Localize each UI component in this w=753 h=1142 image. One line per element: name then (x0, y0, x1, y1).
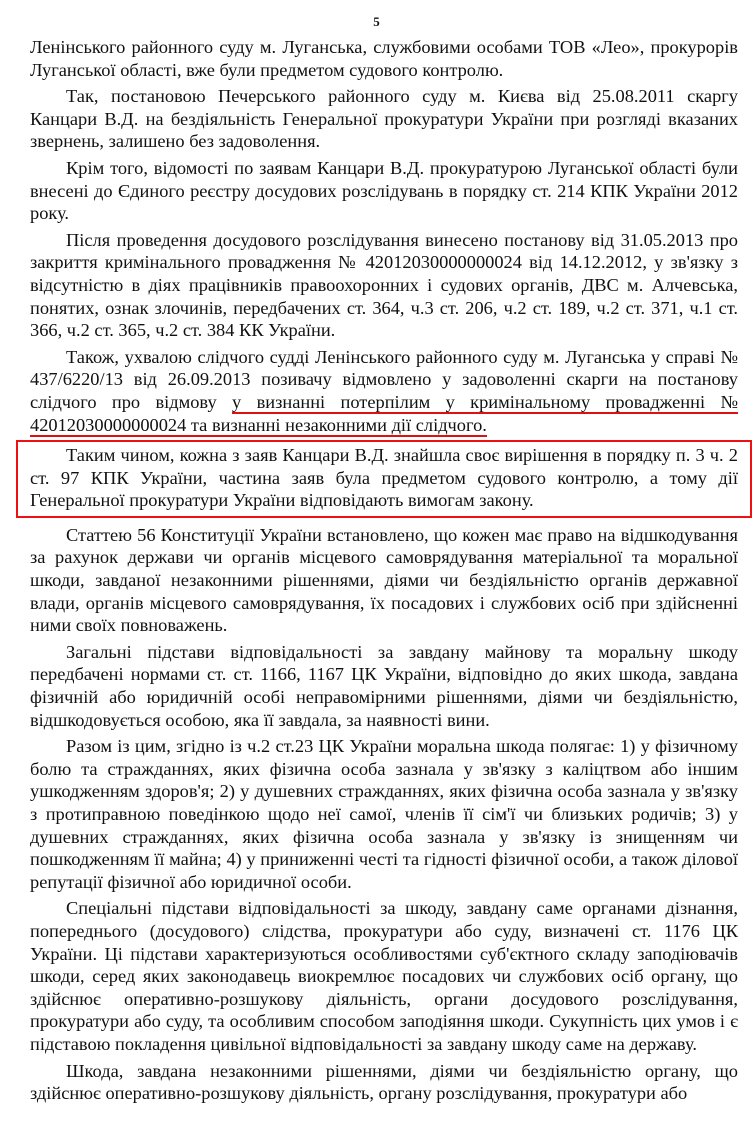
paragraph: Загальні підстави відповідальності за завдану майнову та моральну шкоду передбачені нормами ст. ст. 1166, 1167 ЦК України, відповідно до яких шкода, завдана фізичній або юридичній особі неправомірними рішеннями, діями чи бездіяльністю, відшкодовується особою, яка її завдала, за наявності вини. (30, 641, 738, 730)
paragraph: Після проведення досудового розслідування винесено постанову від 31.05.2013 про закриття кримінального провадження № 42012030000000024 від 14.12.2012, у зв'язку з відсутністю в діях працівників правоохоронних і судових органів, ДВС м. Алчевська, понятих, ознак злочинів, передбачених ст. 364, ч.3 ст. 206, ч.2 ст. 189, ч.2 ст. 371, ч.1 ст. 366, ч.2 ст. 365, ч.2 ст. 384 КК України. (30, 229, 738, 341)
paragraph: Разом із цим, згідно із ч.2 ст.23 ЦК України моральна шкода полягає: 1) у фізичному болю та стражданнях, яких фізична особа зазнала у зв'язку з каліцтвом або іншим ушкодженням здоров'я; 2) у душевних стражданнях, яких фізична особа зазнала у зв'язку з протиправною поведінкою щодо неї самої, членів її сім'ї чи близьких родичів; 3) у душевних стражданнях, яких фізична особа зазнала у зв'язку із знищенням чи пошкодженням її майна; 4) у приниженні честі та гідності фізичної особи, а також ділової репутації фізичної або юридичної особи. (30, 736, 738, 892)
paragraph: Так, постановою Печерського районного суду м. Києва від 25.08.2011 скаргу Канцари В.Д. на бездіяльність Генеральної прокуратури України при розгляді вказаних звернень, залишено без задоволення. (30, 86, 738, 152)
document-body (30, 36, 738, 1109)
paragraph: Ленінського районного суду м. Луганська, службовими особами ТОВ «Лео», прокурорів Луганської області, вже були предметом судового контролю. (30, 37, 738, 80)
paragraph: Шкода, завдана незаконними рішеннями, діями чи бездіяльністю органу, що здійснює оперативно-розшукову діяльність, органу розслідування, прокуратури або (30, 1060, 738, 1104)
highlighted-box (16, 440, 752, 518)
paragraph: Статтею 56 Конституції України встановлено, що кожен має право на відшкодування за рахунок держави чи органів місцевого самоврядування матеріальної та моральної шкоди, завданої незаконними рішеннями, діями чи бездіяльністю органів державної влади, органів місцевого самоврядування, їх посадових і службових осіб при здійсненні ними своїх повноважень. (30, 524, 738, 636)
paragraph: Спеціальні підстави відповідальності за шкоду, завдану саме органами дізнання, попереднього (досудового) слідства, прокуратури або суду, визначені ст. 1176 ЦК України. Ці підстави характеризуються особливостями суб'єктного складу заподіювачів шкоди, серед яких законодавець виокремлює посадових чи службових осіб органу, що здійснює оперативно-розшукову діяльність, органи досудового розслідування, прокуратури або суду, та особливим способом заподіяння шкоди. Сукупність цих умов і є підставою покладення цивільної відповідальності за завдану шкоду саме на державу. (30, 898, 738, 1054)
paragraph (30, 346, 738, 436)
paragraph-text: Також, ухвалою слідчого судді Ленінського районного суду м. Луганська у справі № 437/6220/13 від 26.09.2013 позивачу відмовлено у задоволенні скарги на постанову слідчого про відмову (30, 346, 738, 412)
paragraph: Крім того, відомості по заявам Канцари В.Д. прокуратурою Луганської області були внесені до Єдиного реєстру досудових розслідувань в порядку ст. 214 КПК України 2012 року. (30, 157, 738, 224)
page-number: 5 (373, 14, 380, 29)
highlighted-paragraph: Таким чином, кожна з заяв Канцари В.Д. знайшла своє вирішення в порядку п. 3 ч. 2 ст. 97 КПК України, частина заяв була предметом судового контролю, а тому дії Генеральної прокуратури України відповідають вимогам закону. (30, 445, 738, 511)
underlined-passage: у визнанні потерпілим у кримінальному провадженні № 42012030000000024 та визнанні незаконними дії слідчого. (30, 391, 738, 435)
